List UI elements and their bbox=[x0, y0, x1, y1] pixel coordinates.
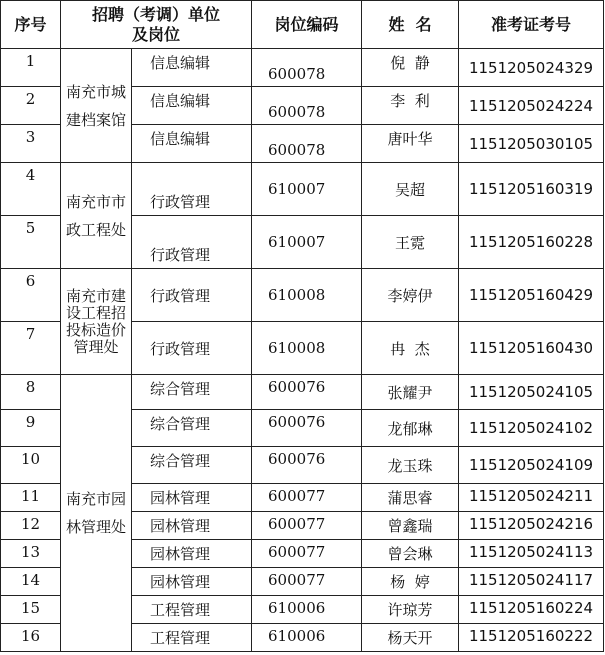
ticket-cell: 1151205160228 bbox=[459, 216, 604, 269]
ticket-cell: 1151205024224 bbox=[459, 87, 604, 125]
code-cell: 600078 bbox=[252, 87, 362, 125]
name-cell: 李婷伊 bbox=[362, 269, 459, 322]
ticket-cell: 1151205160430 bbox=[459, 322, 604, 375]
code-cell: 600078 bbox=[252, 125, 362, 163]
table-row bbox=[1, 49, 604, 87]
post-cell: 园林管理 bbox=[132, 540, 252, 568]
code-cell: 600077 bbox=[252, 512, 362, 540]
name-cell: 唐叶华 bbox=[362, 125, 459, 163]
name-cell: 曾鑫瑞 bbox=[362, 512, 459, 540]
ticket-cell: 1151205024117 bbox=[459, 568, 604, 596]
post-cell: 行政管理 bbox=[132, 163, 252, 216]
seq-cell: 14 bbox=[1, 568, 61, 596]
table-row bbox=[1, 163, 604, 216]
seq-cell: 5 bbox=[1, 216, 61, 269]
post-cell: 综合管理 bbox=[132, 447, 252, 484]
header-code: 岗位编码 bbox=[252, 1, 362, 49]
seq-cell: 2 bbox=[1, 87, 61, 125]
code-cell: 600077 bbox=[252, 568, 362, 596]
post-cell: 工程管理 bbox=[132, 624, 252, 652]
post-cell: 信息编辑 bbox=[132, 49, 252, 87]
header-unit: 招聘（考调）单位及岗位 bbox=[61, 1, 252, 49]
name-cell: 吴超 bbox=[362, 163, 459, 216]
name-cell: 李 利 bbox=[362, 87, 459, 125]
name-cell: 倪 静 bbox=[362, 49, 459, 87]
code-cell: 600076 bbox=[252, 375, 362, 410]
seq-cell: 9 bbox=[1, 410, 61, 447]
name-cell: 王霓 bbox=[362, 216, 459, 269]
header-name: 姓 名 bbox=[362, 1, 459, 49]
header-seq: 序号 bbox=[1, 1, 61, 49]
table-row bbox=[1, 375, 604, 410]
name-cell: 冉 杰 bbox=[362, 322, 459, 375]
name-cell: 曾会琳 bbox=[362, 540, 459, 568]
seq-cell: 3 bbox=[1, 125, 61, 163]
post-cell: 园林管理 bbox=[132, 512, 252, 540]
ticket-cell: 1151205160224 bbox=[459, 596, 604, 624]
unit-cell: 南充市市政工程处 bbox=[61, 163, 132, 269]
code-cell: 610007 bbox=[252, 216, 362, 269]
ticket-cell: 1151205160222 bbox=[459, 624, 604, 652]
post-cell: 行政管理 bbox=[132, 322, 252, 375]
header-ticket: 准考证考号 bbox=[459, 1, 604, 49]
table-row bbox=[1, 269, 604, 322]
seq-cell: 11 bbox=[1, 484, 61, 512]
seq-cell: 4 bbox=[1, 163, 61, 216]
post-cell: 信息编辑 bbox=[132, 87, 252, 125]
code-cell: 610008 bbox=[252, 322, 362, 375]
ticket-cell: 1151205024102 bbox=[459, 410, 604, 447]
post-cell: 工程管理 bbox=[132, 596, 252, 624]
unit-cell: 南充市园林管理处 bbox=[61, 375, 132, 652]
seq-cell: 15 bbox=[1, 596, 61, 624]
name-cell: 杨 婷 bbox=[362, 568, 459, 596]
seq-cell: 10 bbox=[1, 447, 61, 484]
ticket-cell: 1151205024211 bbox=[459, 484, 604, 512]
code-cell: 610006 bbox=[252, 596, 362, 624]
seq-cell: 1 bbox=[1, 49, 61, 87]
code-cell: 600077 bbox=[252, 540, 362, 568]
name-cell: 龙玉珠 bbox=[362, 447, 459, 484]
code-cell: 600078 bbox=[252, 49, 362, 87]
seq-cell: 13 bbox=[1, 540, 61, 568]
code-cell: 600076 bbox=[252, 447, 362, 484]
name-cell: 杨天开 bbox=[362, 624, 459, 652]
ticket-cell: 1151205160429 bbox=[459, 269, 604, 322]
ticket-cell: 1151205024105 bbox=[459, 375, 604, 410]
name-cell: 许琼芳 bbox=[362, 596, 459, 624]
ticket-cell: 1151205024113 bbox=[459, 540, 604, 568]
unit-cell: 南充市建设工程招投标造价管理处 bbox=[61, 269, 132, 375]
unit-cell: 南充市城建档案馆 bbox=[61, 49, 132, 163]
code-cell: 610007 bbox=[252, 163, 362, 216]
post-cell: 信息编辑 bbox=[132, 125, 252, 163]
code-cell: 610006 bbox=[252, 624, 362, 652]
post-cell: 综合管理 bbox=[132, 410, 252, 447]
post-cell: 综合管理 bbox=[132, 375, 252, 410]
name-cell: 张耀尹 bbox=[362, 375, 459, 410]
ticket-cell: 1151205160319 bbox=[459, 163, 604, 216]
post-cell: 行政管理 bbox=[132, 269, 252, 322]
seq-cell: 16 bbox=[1, 624, 61, 652]
ticket-cell: 1151205024329 bbox=[459, 49, 604, 87]
ticket-cell: 1151205030105 bbox=[459, 125, 604, 163]
seq-cell: 6 bbox=[1, 269, 61, 322]
name-cell: 龙郁琳 bbox=[362, 410, 459, 447]
post-cell: 园林管理 bbox=[132, 568, 252, 596]
seq-cell: 7 bbox=[1, 322, 61, 375]
code-cell: 600076 bbox=[252, 410, 362, 447]
ticket-cell: 1151205024216 bbox=[459, 512, 604, 540]
seq-cell: 8 bbox=[1, 375, 61, 410]
code-cell: 610008 bbox=[252, 269, 362, 322]
post-cell: 园林管理 bbox=[132, 484, 252, 512]
header-row bbox=[1, 1, 604, 49]
code-cell: 600077 bbox=[252, 484, 362, 512]
seq-cell: 12 bbox=[1, 512, 61, 540]
name-cell: 蒲思睿 bbox=[362, 484, 459, 512]
ticket-cell: 1151205024109 bbox=[459, 447, 604, 484]
post-cell: 行政管理 bbox=[132, 216, 252, 269]
